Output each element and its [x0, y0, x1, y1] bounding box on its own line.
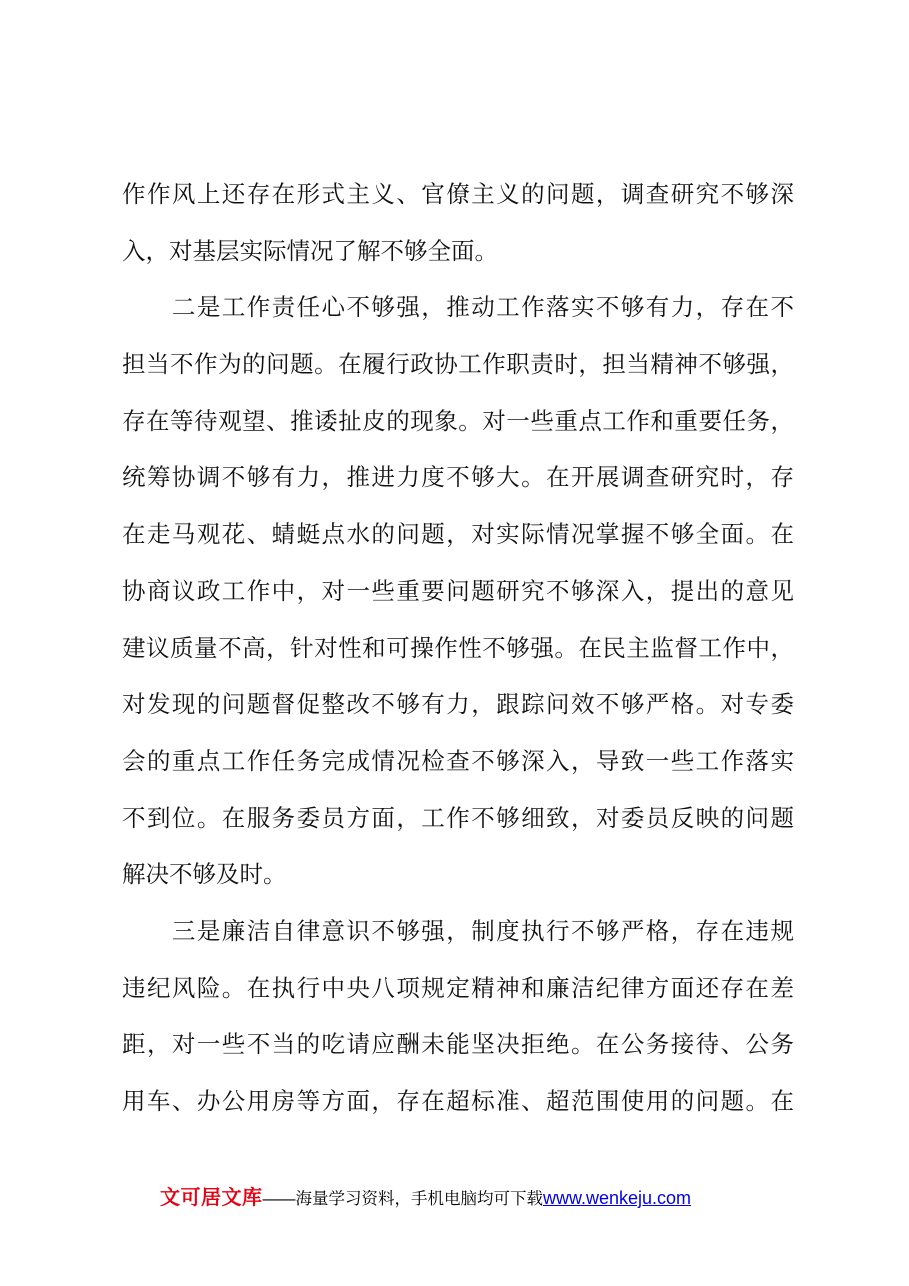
- text-line: 三是廉洁自律意识不够强，制度执行不够严格，存在违规: [122, 916, 794, 945]
- text-line: 存在等待观望、推诿扯皮的现象。对一些重点工作和重要任务，: [122, 406, 794, 435]
- text-line: 违纪风险。在执行中央八项规定精神和廉洁纪律方面还存在差: [122, 973, 794, 1002]
- footer-description: ——海量学习资料，手机电脑均可下载: [262, 1190, 543, 1208]
- text-line: 用车、办公用房等方面，存在超标准、超范围使用的问题。在: [122, 1087, 794, 1115]
- paragraph: [122, 166, 794, 279]
- text-line: 协商议政工作中，对一些重要问题研究不够深入，提出的意见: [122, 576, 794, 605]
- text-line: 建议质量不高，针对性和可操作性不够强。在民主监督工作中，: [122, 633, 794, 662]
- footer-banner: [160, 1181, 780, 1211]
- text-line: 担当不作为的问题。在履行政协工作职责时，担当精神不够强，: [122, 350, 794, 379]
- text-line: 在走马观花、蜻蜓点水的问题，对实际情况掌握不够全面。在: [122, 520, 794, 549]
- text-line: 距，对一些不当的吃请应酬未能坚决拒绝。在公务接待、公务: [122, 1030, 794, 1059]
- paragraph: [122, 279, 794, 903]
- document-body: [122, 166, 794, 1130]
- text-line: 作作风上还存在形式主义、官僚主义的问题，调查研究不够深: [122, 180, 794, 208]
- text-line: 入，对基层实际情况了解不够全面。: [122, 236, 498, 265]
- text-line: 二是工作责任心不够强，推动工作落实不够有力，存在不: [122, 293, 794, 322]
- footer-brand: 文可居文库: [160, 1187, 263, 1209]
- text-line: 统筹协调不够有力，推进力度不够大。在开展调查研究时，存: [122, 463, 794, 492]
- text-line: 对发现的问题督促整改不够有力，跟踪问效不够严格。对专委: [122, 690, 794, 719]
- text-line: 解决不够及时。: [122, 860, 287, 889]
- text-line: 会的重点工作任务完成情况检查不够深入，导致一些工作落实: [122, 746, 794, 775]
- footer-link[interactable]: www.wenkeju.com: [543, 1188, 692, 1208]
- text-line: 不到位。在服务委员方面，工作不够细致，对委员反映的问题: [122, 803, 794, 832]
- paragraph: [122, 903, 794, 1130]
